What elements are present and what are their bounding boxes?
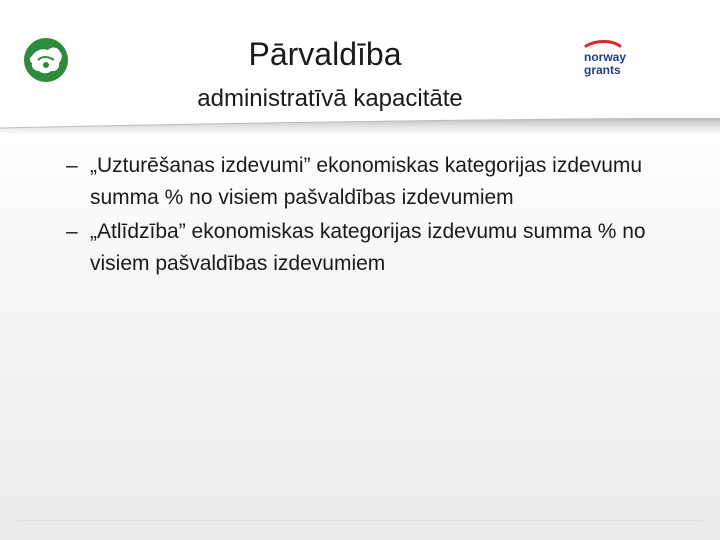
list-item xyxy=(66,216,698,280)
bullet-text: „Atlīdzība” ekonomiskas kategorijas izdevumu summa % no visiem pašvaldības izdevumiem xyxy=(90,220,646,275)
norway-grants-logo-top-text: norway xyxy=(584,50,627,64)
list-item xyxy=(66,150,698,214)
norway-grants-logo-bottom-text: grants xyxy=(584,63,621,77)
bullet-dash: – xyxy=(66,220,78,243)
bottom-divider xyxy=(18,520,702,521)
header-divider xyxy=(0,118,720,136)
page-title: Pārvaldība xyxy=(248,36,402,72)
bullet-text: „Uzturēšanas izdevumi” ekonomiskas kategorijas izdevumu summa % no visiem pašvaldības izdevumiem xyxy=(90,154,643,209)
bullet-dash: – xyxy=(66,154,78,177)
bullet-list xyxy=(66,150,698,282)
page-subtitle: administratīvā kapacitāte xyxy=(197,85,463,112)
latvia-emblem-icon xyxy=(22,36,70,84)
norway-grants-logo xyxy=(572,40,634,80)
